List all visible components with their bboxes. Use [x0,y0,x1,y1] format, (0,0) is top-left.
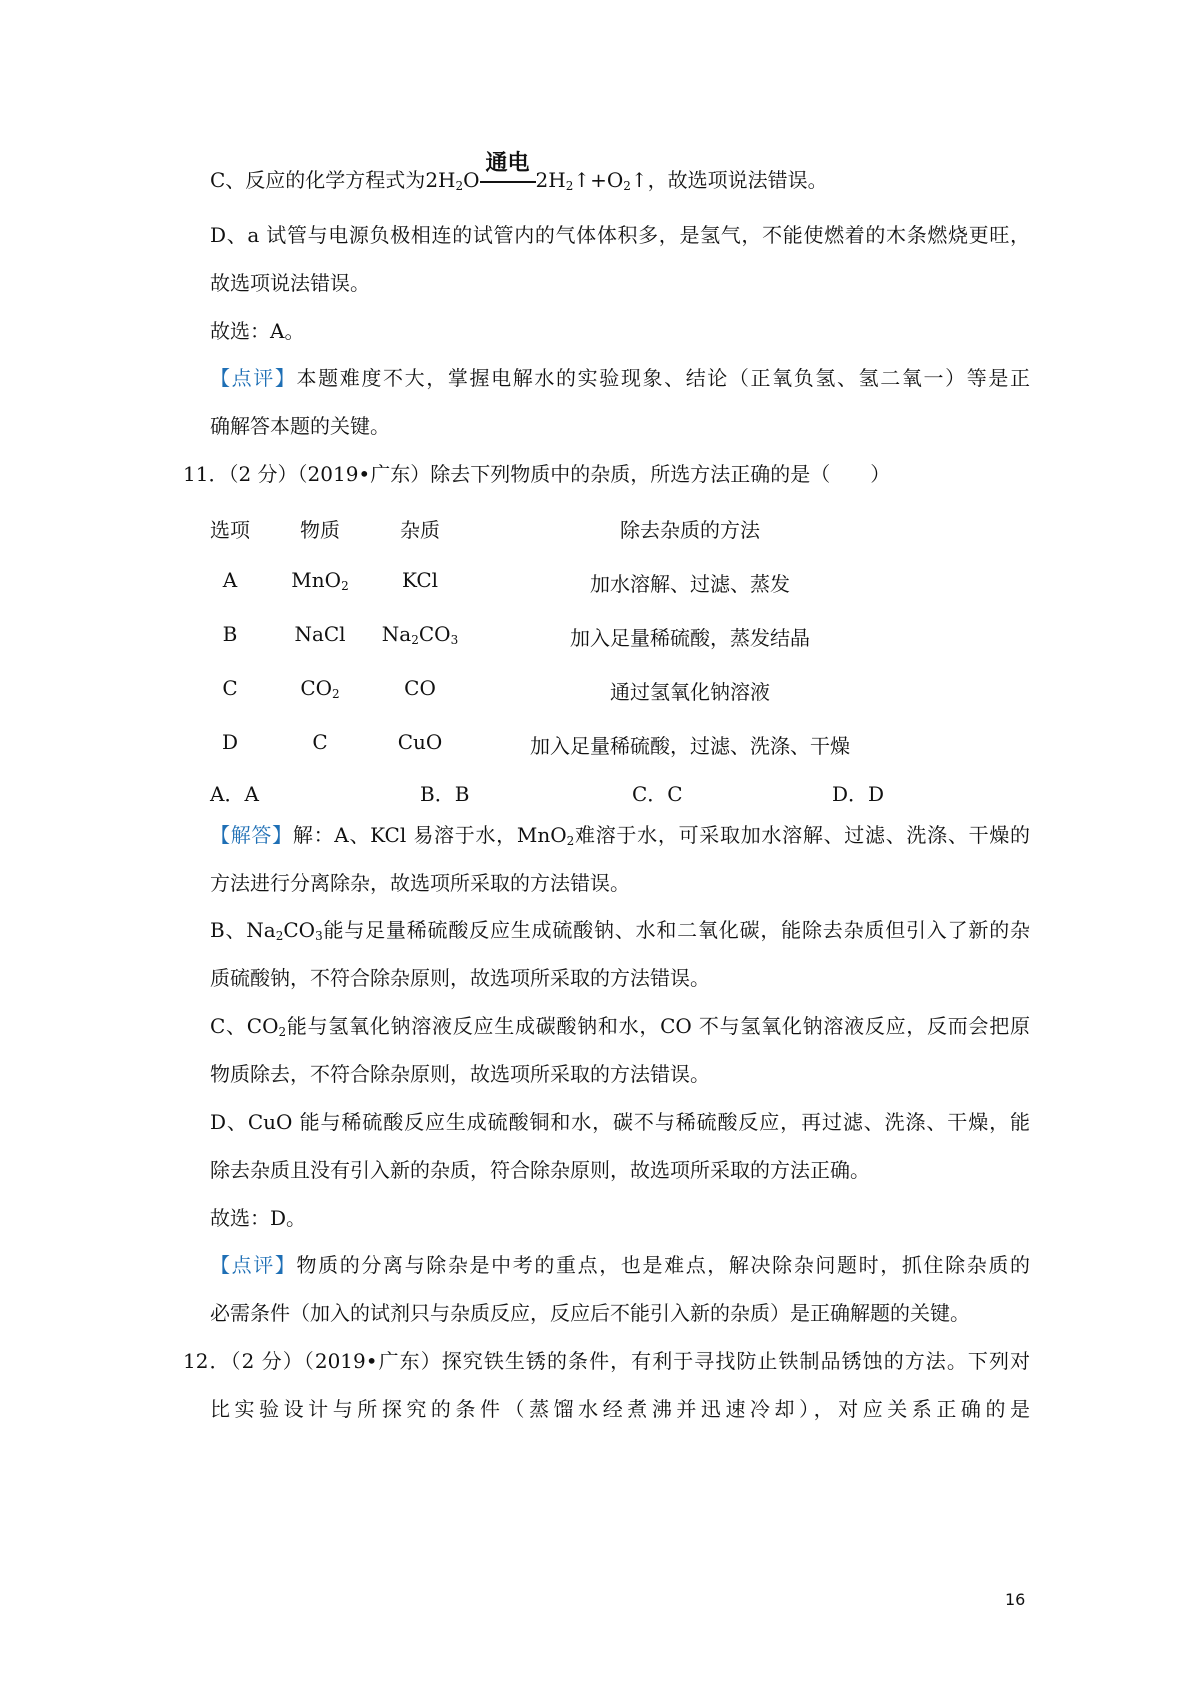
table-row: B NaCl $Na_2CO_3$ 加入足量稀硫酸，蒸发结晶 [222,622,810,650]
review-10-line2: 确解答本题的关键。 [210,414,390,438]
choice-a: A．A [210,782,259,806]
solution-d-line2: 除去杂质且没有引入新的杂质，符合除杂原则，故选项所采取的方法正确。 [210,1158,870,1182]
reaction-condition: 通电 [485,151,530,176]
option-c-equation-line [210,151,828,193]
choice-d: D．D [832,782,885,806]
reaction-condition-arrow [480,151,536,192]
question-11: 11．（2 分）（2019•广东）除去下列物质中的杂质，所选方法正确的是（ ） [183,462,891,486]
table-row: C $CO_2$ CO 通过氢氧化钠溶液 [222,676,770,704]
table-header-row [200,514,840,542]
header-impurity: 杂质 [400,518,440,542]
solution-d-line1: D、CuO 能与稀硫酸反应生成硫酸铜和水，碳不与稀硫酸反应，再过滤、洗涤、干燥，能 [210,1110,1030,1134]
solution-b-line1: B、$Na_2CO_3$能与足量稀硫酸反应生成硫酸钠、水和二氧化碳，能除去杂质但引入了新的杂 [210,918,1031,943]
review-tag: 【点评】 [210,1253,297,1277]
answer-11: 故选：D。 [210,1206,307,1230]
product-o2: $↑+O_2$ [573,168,631,193]
page-number: 16 [1005,1590,1026,1609]
reactant: $2H_2O$ [425,168,480,193]
header-method: 除去杂质的方法 [620,518,760,542]
equation-suffix: ↑，故选项说法错误。 [630,168,828,192]
solution-c-line1: C、$CO_2$能与氢氧化钠溶液反应生成碳酸钠和水，CO 不与氢氧化钠溶液反应，反而会把原 [210,1014,1030,1039]
equation-prefix: C、反应的化学方程式为 [210,168,426,192]
question-12-line1: 12．（2 分）（2019•广东）探究铁生锈的条件，有利于寻找防止铁制品锈蚀的方法。下列对 [183,1349,1030,1373]
review-11-line1: 【点评】物质的分离与除杂是中考的重点，也是难点，解决除杂问题时，抓住除杂质的 [210,1253,1031,1277]
table-row: D C CuO 加入足量稀硫酸，过滤、洗涤、干燥 [221,730,850,758]
option-d-explanation-line1: D、a 试管与电源负极相连的试管内的气体体积多，是氢气，不能使燃着的木条燃烧更旺， [210,223,1030,247]
solution-c-line2: 物质除去，不符合除杂原则，故选项所采取的方法错误。 [210,1062,710,1086]
solution-tag: 【解答】 [210,823,293,847]
table-row: A MnO$_2$ KCl 加水溶解、过滤、蒸发 [222,568,790,596]
solution-a-line2: 方法进行分离除杂，故选项所采取的方法错误。 [210,871,630,895]
header-option: 选项 [210,518,250,542]
option-d-explanation-line2: 故选项说法错误。 [210,271,370,295]
question-12-line2: 比实验设计与所探究的条件（蒸馏水经煮沸并迅速冷却），对应关系正确的是 [210,1397,1030,1421]
review-11-line2: 必需条件（加入的试剂只与杂质反应，反应后不能引入新的杂质）是正确解题的关键。 [210,1301,970,1325]
solution-a-line1: 【解答】解：A、KCl 易溶于水，MnO$_2$难溶于水，可采取加水溶解、过滤、洗涤、干燥的 [210,823,1030,848]
answer-10: 故选：A。 [210,319,305,343]
header-substance: 物质 [300,518,340,542]
choice-c: C．C [632,782,683,806]
choice-b: B．B [420,782,470,806]
solution-b-line2: 质硫酸钠，不符合除杂原则，故选项所采取的方法错误。 [210,966,710,990]
review-tag: 【点评】 [210,366,297,390]
product-h2: $2H_2$ [535,168,574,193]
review-10-line1: 【点评】本题难度不大，掌握电解水的实验现象、结论（正氧负氢、氢二氧一）等是正 [210,366,1031,390]
